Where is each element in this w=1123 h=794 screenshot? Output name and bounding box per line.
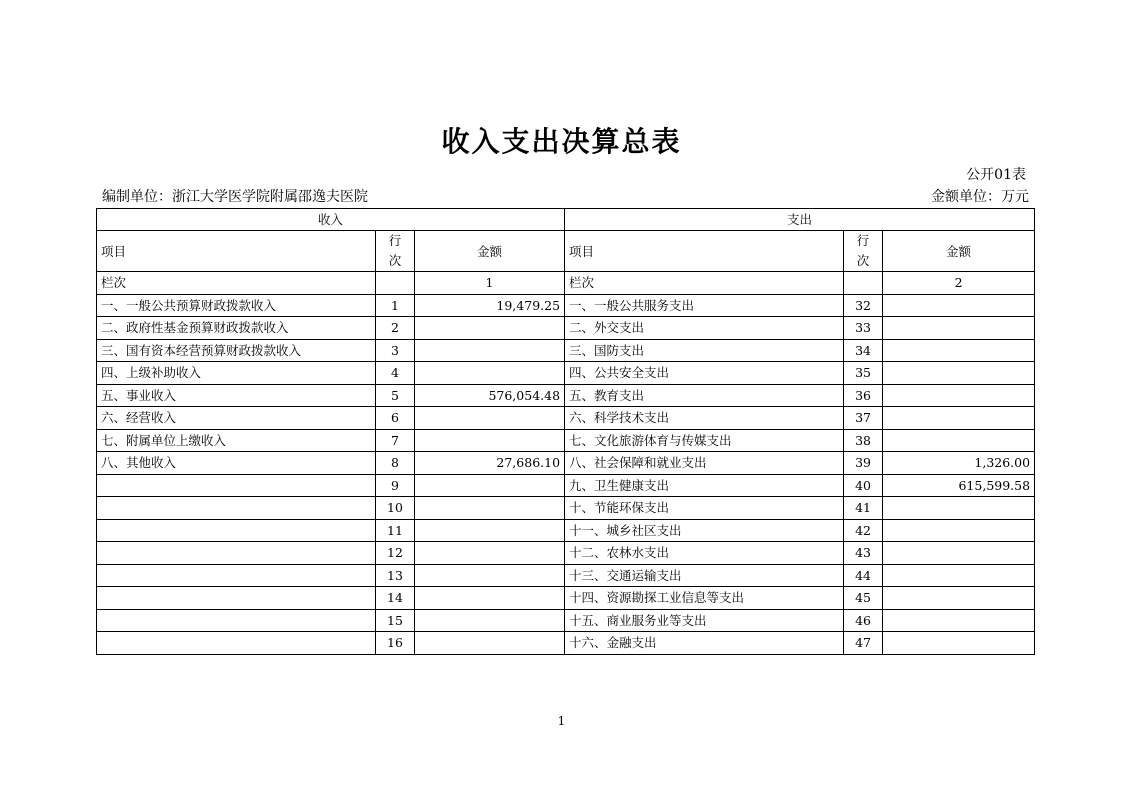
income-item [97,632,376,655]
income-item: 二、政府性基金预算财政拨款收入 [97,317,376,340]
income-item [97,542,376,565]
income-line-number: 10 [376,497,415,520]
income-item [97,474,376,497]
report-meta [96,186,1032,206]
table-row [97,632,1035,655]
expense-line-header [844,231,883,272]
income-column-number: 1 [415,272,565,295]
income-amount [415,564,565,587]
income-item: 八、其他收入 [97,452,376,475]
expense-item: 四、公共安全支出 [565,362,844,385]
expense-line-number: 43 [844,542,883,565]
expense-amount [883,632,1035,655]
table-body [97,294,1035,654]
expense-line-number: 39 [844,452,883,475]
expense-item: 十、节能环保支出 [565,497,844,520]
income-line-number: 2 [376,317,415,340]
income-amount [415,587,565,610]
expense-item: 九、卫生健康支出 [565,474,844,497]
income-line-number: 16 [376,632,415,655]
income-line-number: 15 [376,609,415,632]
income-item [97,609,376,632]
expense-line-number: 45 [844,587,883,610]
income-line-number: 9 [376,474,415,497]
column-number-row [97,272,1035,295]
expense-line-number: 34 [844,339,883,362]
expense-amount [883,497,1035,520]
income-amount [415,362,565,385]
line-header-bottom: 次 [856,253,870,268]
reporting-unit: 编制单位：浙江大学医学院附属邵逸夫医院 [102,189,368,205]
line-header-top: 行 [856,233,870,248]
income-line-header [376,231,415,272]
income-item: 五、事业收入 [97,384,376,407]
table-row [97,339,1035,362]
table-row [97,362,1035,385]
income-line-number: 14 [376,587,415,610]
expense-amount [883,564,1035,587]
expense-column-label: 栏次 [565,272,844,295]
income-line-number: 4 [376,362,415,385]
income-item [97,497,376,520]
expense-item: 十三、交通运输支出 [565,564,844,587]
income-line-blank [376,272,415,295]
expense-column-number: 2 [883,272,1035,295]
table-row [97,564,1035,587]
income-expense-table [96,208,1035,655]
expense-line-number: 44 [844,564,883,587]
table-row [97,407,1035,430]
expense-item: 三、国防支出 [565,339,844,362]
table-row [97,474,1035,497]
table-row [97,542,1035,565]
income-amount [415,339,565,362]
expense-line-number: 47 [844,632,883,655]
table-row [97,294,1035,317]
income-line-number: 3 [376,339,415,362]
expense-amount [883,317,1035,340]
expense-line-number: 42 [844,519,883,542]
income-line-number: 1 [376,294,415,317]
income-item: 四、上级补助收入 [97,362,376,385]
income-line-number: 8 [376,452,415,475]
income-line-number: 7 [376,429,415,452]
income-amount-header: 金额 [415,231,565,272]
income-amount [415,429,565,452]
expense-item-header: 项目 [565,231,844,272]
income-amount: 19,479.25 [415,294,565,317]
table-row [97,317,1035,340]
line-header-bottom: 次 [388,253,402,268]
expense-amount [883,384,1035,407]
section-header-row [97,209,1035,231]
expense-amount [883,609,1035,632]
expense-line-number: 38 [844,429,883,452]
expense-amount [883,542,1035,565]
expense-amount [883,294,1035,317]
expense-item: 十五、商业服务业等支出 [565,609,844,632]
income-column-label: 栏次 [97,272,376,295]
expense-line-number: 41 [844,497,883,520]
income-item-header: 项目 [97,231,376,272]
table-row [97,429,1035,452]
income-item: 三、国有资本经营预算财政拨款收入 [97,339,376,362]
expense-amount [883,429,1035,452]
income-item [97,519,376,542]
page-title: 收入支出决算总表 [441,125,682,158]
expense-item: 六、科学技术支出 [565,407,844,430]
income-line-number: 6 [376,407,415,430]
income-section-header: 收入 [97,209,565,231]
expense-line-blank [844,272,883,295]
income-amount [415,519,565,542]
expense-amount-header: 金额 [883,231,1035,272]
income-item: 六、经营收入 [97,407,376,430]
income-amount [415,407,565,430]
income-item [97,564,376,587]
expense-amount: 615,599.58 [883,474,1035,497]
income-amount [415,609,565,632]
income-amount [415,542,565,565]
expense-item: 十一、城乡社区支出 [565,519,844,542]
expense-amount [883,519,1035,542]
line-header-top: 行 [388,233,402,248]
form-code: 公开01表 [966,167,1026,183]
income-item: 七、附属单位上缴收入 [97,429,376,452]
table-row [97,497,1035,520]
income-item: 一、一般公共预算财政拨款收入 [97,294,376,317]
page-number: 1 [557,714,566,728]
income-item [97,587,376,610]
income-amount: 576,054.48 [415,384,565,407]
income-amount [415,497,565,520]
expense-line-number: 40 [844,474,883,497]
table-row [97,384,1035,407]
expense-amount [883,362,1035,385]
income-line-number: 5 [376,384,415,407]
table-row [97,587,1035,610]
expense-amount: 1,326.00 [883,452,1035,475]
expense-item: 二、外交支出 [565,317,844,340]
income-amount [415,632,565,655]
expense-item: 十六、金融支出 [565,632,844,655]
expense-line-number: 33 [844,317,883,340]
income-amount [415,317,565,340]
expense-item: 七、文化旅游体育与传媒支出 [565,429,844,452]
income-line-number: 13 [376,564,415,587]
expense-item: 十四、资源勘探工业信息等支出 [565,587,844,610]
expense-line-number: 37 [844,407,883,430]
expense-amount [883,407,1035,430]
expense-amount [883,339,1035,362]
table-row [97,519,1035,542]
expense-item: 十二、农林水支出 [565,542,844,565]
column-header-row [97,231,1035,272]
expense-line-number: 32 [844,294,883,317]
expense-line-number: 36 [844,384,883,407]
expense-item: 一、一般公共服务支出 [565,294,844,317]
expense-line-number: 46 [844,609,883,632]
income-line-number: 12 [376,542,415,565]
income-amount [415,474,565,497]
expense-item: 八、社会保障和就业支出 [565,452,844,475]
expense-section-header: 支出 [565,209,1035,231]
amount-unit: 金额单位：万元 [931,189,1029,205]
income-amount: 27,686.10 [415,452,565,475]
income-line-number: 11 [376,519,415,542]
expense-item: 五、教育支出 [565,384,844,407]
table-row [97,609,1035,632]
expense-line-number: 35 [844,362,883,385]
table-row [97,452,1035,475]
expense-amount [883,587,1035,610]
